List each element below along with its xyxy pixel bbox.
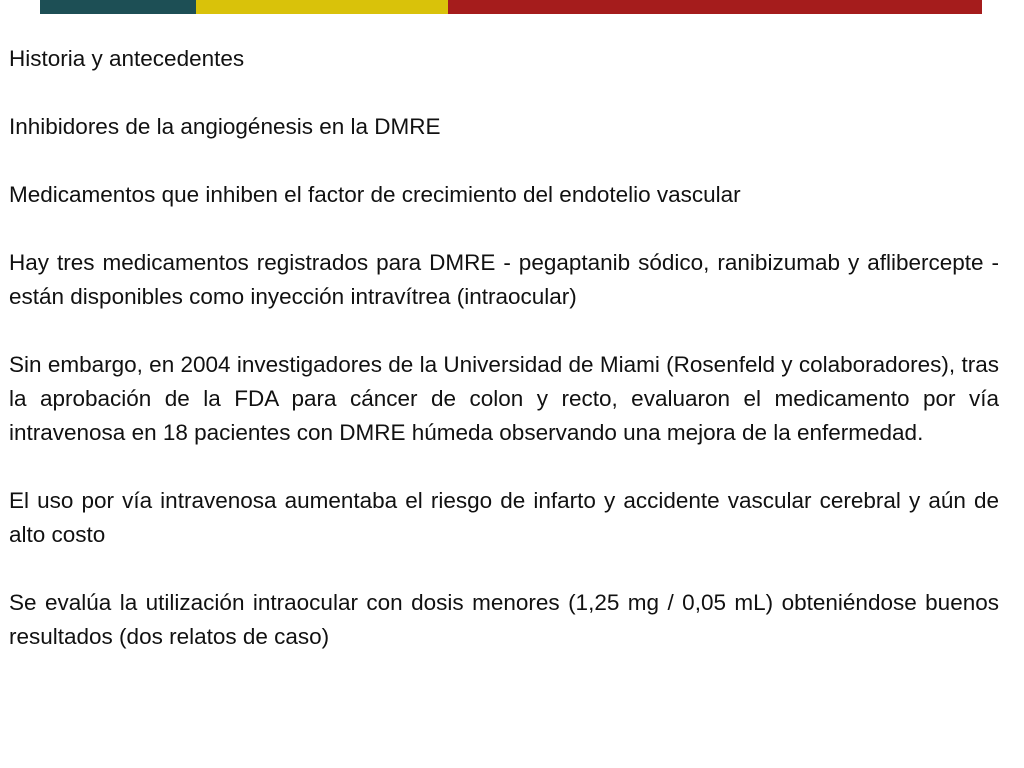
paragraph-vegf: Medicamentos que inhiben el factor de crecimiento del endotelio vascular bbox=[9, 182, 741, 207]
band-yellow-segment bbox=[196, 0, 448, 14]
paragraph-subtitle: Inhibidores de la angiogénesis en la DMRE bbox=[9, 114, 441, 139]
band-teal-segment bbox=[40, 0, 196, 14]
paragraph-title: Historia y antecedentes bbox=[9, 46, 245, 71]
paragraph-miami-study: Sin embargo, en 2004 investigadores de la Universidad de Miami (Rosenfeld y colaboradores), tras la aprobación de la FDA para cáncer de colon y recto, evaluaron el medicamento por vía intravenosa en 18 pacientes con DMRE húmeda observando una mejora de la enfermedad. bbox=[9, 352, 999, 445]
header-color-band bbox=[40, 0, 982, 14]
slide-body bbox=[9, 42, 999, 688]
paragraph-intraocular-dose: Se evalúa la utilización intraocular con dosis menores (1,25 mg / 0,05 mL) obteniéndose buenos resultados (dos relatos de caso) bbox=[9, 590, 999, 649]
paragraph-iv-risk: El uso por vía intravenosa aumentaba el riesgo de infarto y accidente vascular cerebral y aún de alto costo bbox=[9, 488, 999, 547]
band-red-segment bbox=[448, 0, 982, 14]
paragraph-registered-drugs: Hay tres medicamentos registrados para DMRE - pegaptanib sódico, ranibizumab y aflibercepte - están disponibles como inyección intravítrea (intraocular) bbox=[9, 250, 999, 309]
